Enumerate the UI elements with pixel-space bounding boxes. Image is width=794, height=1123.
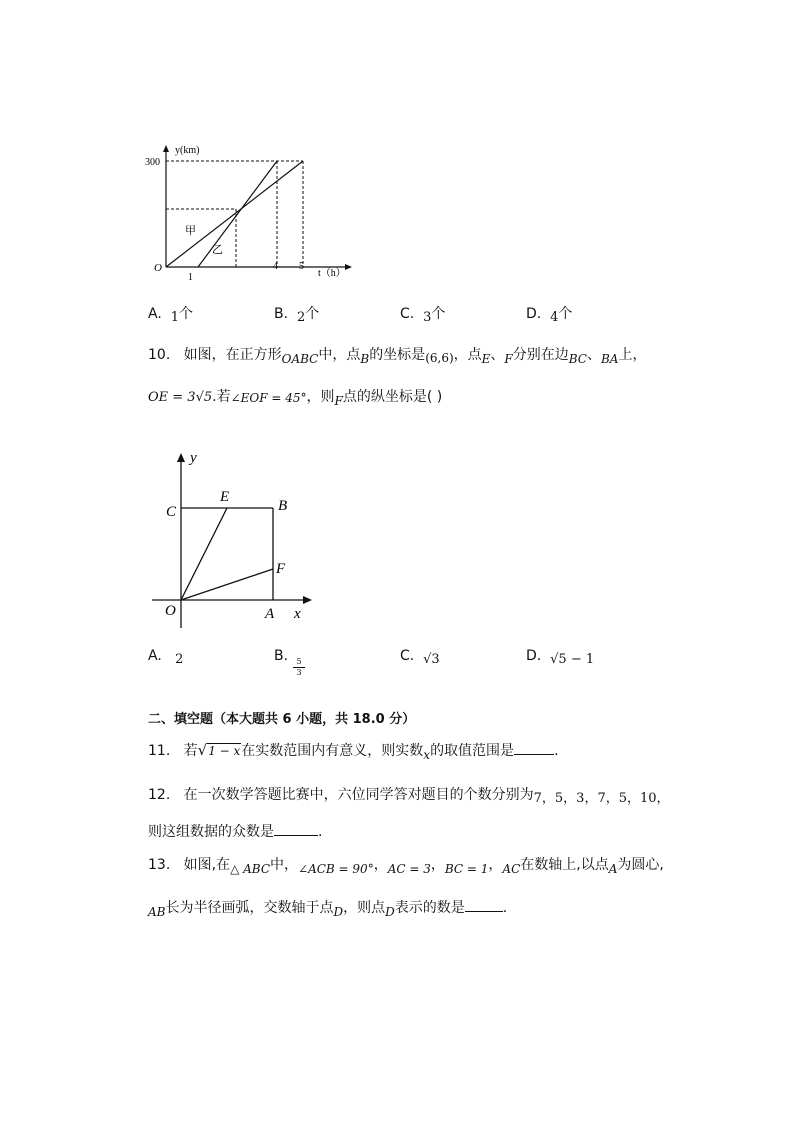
- q13-answer-blank[interactable]: [465, 899, 503, 912]
- x-axis-arrow: [303, 596, 312, 604]
- q12-line1: 12. 在一次数学答题比赛中，六位同学答对题目的个数分别为7，5，3，7，5，10，: [148, 787, 670, 806]
- label-c: C: [166, 504, 177, 520]
- origin-label: O: [154, 262, 162, 274]
- q10-option-b[interactable]: B.: [274, 648, 289, 664]
- label-x: x: [294, 606, 301, 622]
- y-axis-arrow: [163, 145, 169, 152]
- y-axis-arrow: [177, 453, 185, 462]
- q9-option-b[interactable]: B. 2个: [274, 306, 320, 325]
- q11-line: 11. 若√1 − x在实数范围内有意义，则实数x的取值范围是 .: [148, 741, 559, 762]
- q9-option-a[interactable]: A. 1个: [148, 306, 193, 325]
- q10-option-b-fraction: 5 3: [293, 657, 305, 678]
- label-jia: 甲: [185, 225, 196, 237]
- q13-line2: AB长为半径画弧，交数轴于点D，则点D表示的数是 .: [148, 900, 508, 919]
- sqrt-expression: √1 − x: [197, 741, 241, 759]
- label-b: B: [278, 498, 288, 514]
- q12-line2: 则这组数据的众数是 .: [148, 824, 323, 840]
- y-tick-300: 300: [145, 157, 160, 168]
- y-axis-label: y(km): [175, 145, 200, 156]
- label-yi: 乙: [212, 244, 223, 256]
- q10-line2: OE = 3√5.若∠EOF = 45°，则F点的纵坐标是( ): [148, 389, 443, 408]
- x-tick-4: 4: [273, 261, 278, 272]
- q10-option-d[interactable]: D. √5 − 1: [526, 648, 595, 667]
- label-e: E: [220, 489, 230, 505]
- x-axis-arrow: [345, 264, 352, 270]
- q9-option-c[interactable]: C. 3个: [400, 306, 446, 325]
- q10-option-c[interactable]: C. √3: [400, 648, 440, 667]
- q10-option-a[interactable]: A. 2: [148, 648, 184, 667]
- x-tick-1: 1: [188, 272, 193, 280]
- q12-answer-blank[interactable]: [274, 823, 318, 836]
- label-o: O: [165, 603, 176, 619]
- x-axis-label: t（h）: [318, 268, 346, 279]
- q9-option-d[interactable]: D. 4个: [526, 306, 573, 325]
- line-yi: [198, 161, 277, 267]
- q10-line1: 10. 如图，在正方形OABC中，点B的坐标是(6,6)，点E、F分别在边BC、BA上，: [148, 347, 647, 366]
- label-f: F: [276, 561, 286, 577]
- section-title: 二、填空题（本大题共 6 小题，共 18.0 分）: [148, 712, 416, 727]
- distance-time-graph: [140, 140, 360, 280]
- label-y: y: [190, 450, 197, 466]
- q13-line1: 13. 如图,在△ ABC中，∠ACB = 90°，AC = 3，BC = 1，AC在数轴上,以点A为圆心,: [148, 857, 664, 876]
- x-tick-5: 5: [299, 261, 304, 272]
- label-a: A: [265, 606, 275, 622]
- q11-answer-blank[interactable]: [514, 742, 554, 755]
- line-jia: [166, 161, 303, 267]
- square-oabc-figure: [148, 450, 318, 630]
